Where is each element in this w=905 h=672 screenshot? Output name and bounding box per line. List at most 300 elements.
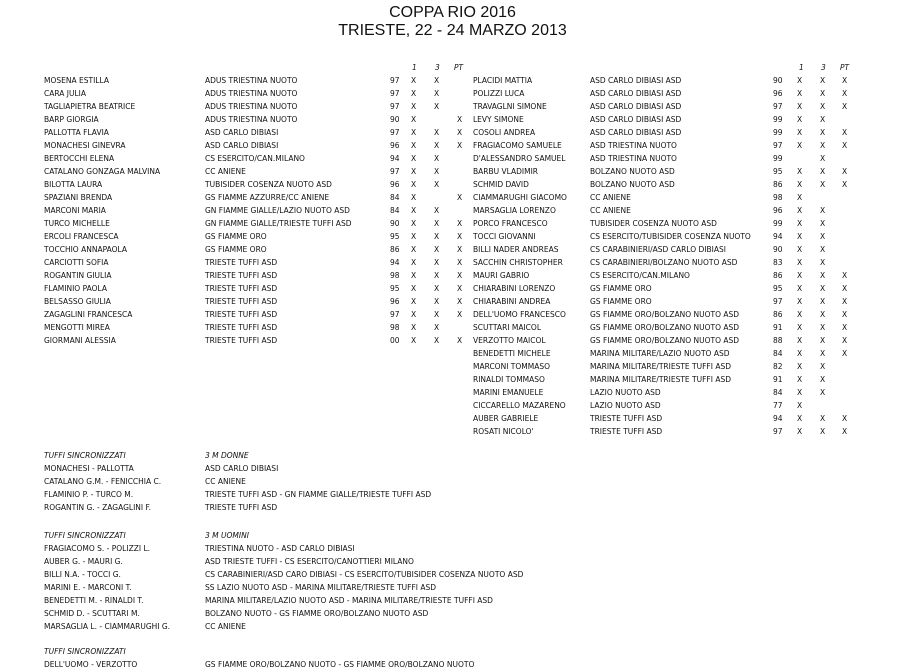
athlete-name: CIAMMARUGHI GIACOMO: [473, 193, 567, 202]
mark-3m: X: [434, 271, 440, 280]
mark-pt: X: [842, 141, 848, 150]
birth-year: 83: [773, 258, 783, 267]
athlete-name: POLIZZI LUCA: [473, 89, 525, 98]
pair-clubs: TRIESTINA NUOTO - ASD CARLO DIBIASI: [205, 544, 355, 553]
table-row: [473, 230, 893, 243]
mark-3m: X: [820, 323, 826, 332]
mark-1m: X: [797, 362, 803, 371]
col-header-1m-women: 1: [412, 63, 417, 72]
club-name: TRIESTE TUFFI ASD: [205, 284, 278, 293]
table-row: [473, 178, 893, 191]
table-row: [473, 191, 893, 204]
birth-year: 84: [390, 206, 400, 215]
table-row: [473, 412, 893, 425]
table-row: [44, 334, 484, 347]
birth-year: 99: [773, 128, 783, 137]
pair-names: FRAGIACOMO S. - POLIZZI L.: [44, 544, 151, 553]
mark-1m: X: [797, 193, 803, 202]
birth-year: 97: [773, 102, 783, 111]
club-name: TRIESTE TUFFI ASD: [205, 310, 278, 319]
club-name: TRIESTE TUFFI ASD: [590, 414, 663, 423]
mark-3m: X: [434, 336, 440, 345]
mark-1m: X: [411, 115, 417, 124]
club-name: GS FIAMME ORO: [205, 245, 267, 254]
birth-year: 90: [390, 219, 400, 228]
table-row: [473, 347, 893, 360]
birth-year: 97: [390, 76, 400, 85]
club-name: CC ANIENE: [205, 167, 246, 176]
athlete-name: AUBER GABRIELE: [473, 414, 539, 423]
birth-year: 94: [773, 414, 783, 423]
club-name: ASD CARLO DIBIASI ASD: [590, 128, 682, 137]
men-table: [473, 74, 893, 438]
list-item: [44, 581, 894, 594]
athlete-name: MAURI GABRIO: [473, 271, 530, 280]
sync-mixed-section: [44, 645, 894, 671]
table-row: [44, 165, 484, 178]
pair-names: BILLI N.A. - TOCCI G.: [44, 570, 121, 579]
table-row: [473, 373, 893, 386]
athlete-name: SCHMID DAVID: [473, 180, 529, 189]
mark-pt: X: [842, 128, 848, 137]
athlete-name: ROGANTIN GIULIA: [44, 271, 112, 280]
mark-3m: X: [434, 219, 440, 228]
birth-year: 84: [773, 388, 783, 397]
mark-1m: X: [797, 219, 803, 228]
mark-3m: X: [820, 427, 826, 436]
table-row: [473, 425, 893, 438]
birth-year: 86: [773, 180, 783, 189]
section-header: [44, 449, 894, 462]
mark-3m: X: [820, 284, 826, 293]
mark-pt: X: [457, 232, 463, 241]
mark-3m: X: [820, 102, 826, 111]
club-name: LAZIO NUOTO ASD: [590, 401, 661, 410]
section-heading: TUFFI SINCRONIZZATI: [44, 531, 126, 540]
mark-3m: X: [434, 141, 440, 150]
mark-1m: X: [411, 258, 417, 267]
club-name: ASD CARLO DIBIASI: [205, 141, 279, 150]
mark-1m: X: [411, 271, 417, 280]
mark-3m: X: [820, 336, 826, 345]
club-name: CS CARABINIERI/ASD CARLO DIBIASI: [590, 245, 726, 254]
birth-year: 98: [773, 193, 783, 202]
club-name: ADUS TRIESTINA NUOTO: [205, 115, 298, 124]
table-row: [473, 360, 893, 373]
list-item: [44, 555, 894, 568]
club-name: TRIESTE TUFFI ASD: [205, 297, 278, 306]
club-name: ASD CARLO DIBIASI ASD: [590, 115, 682, 124]
birth-year: 91: [773, 323, 783, 332]
mark-1m: X: [411, 336, 417, 345]
mark-1m: X: [797, 271, 803, 280]
col-header-3m-women: 3: [435, 63, 440, 72]
athlete-name: BARP GIORGIA: [44, 115, 99, 124]
pair-clubs: MARINA MILITARE/LAZIO NUOTO ASD - MARINA MILITARE/TRIESTE TUFFI ASD: [205, 596, 493, 605]
mark-pt: X: [457, 219, 463, 228]
athlete-name: BARBU VLADIMIR: [473, 167, 538, 176]
mark-3m: X: [820, 154, 826, 163]
document-subtitle: TRIESTE, 22 - 24 MARZO 2013: [338, 22, 567, 39]
athlete-name: TRAVAGLNI SIMONE: [473, 102, 547, 111]
club-name: CS CARABINIERI/BOLZANO NUOTO ASD: [590, 258, 738, 267]
athlete-name: CARA JULIA: [44, 89, 87, 98]
birth-year: 90: [773, 245, 783, 254]
mark-1m: X: [411, 193, 417, 202]
mark-1m: X: [411, 284, 417, 293]
table-row: [473, 243, 893, 256]
club-name: TRIESTE TUFFI ASD: [205, 323, 278, 332]
table-row: [473, 126, 893, 139]
table-row: [473, 295, 893, 308]
club-name: CS ESERCITO/CAN.MILANO: [590, 271, 690, 280]
mark-1m: X: [411, 219, 417, 228]
women-table: [44, 74, 484, 347]
table-row: [473, 256, 893, 269]
birth-year: 77: [773, 401, 783, 410]
table-row: [473, 152, 893, 165]
section-heading: TUFFI SINCRONIZZATI: [44, 451, 126, 460]
club-name: ASD CARLO DIBIASI: [205, 128, 279, 137]
pair-names: DELL'UOMO - VERZOTTO: [44, 660, 138, 669]
birth-year: 96: [390, 141, 400, 150]
birth-year: 95: [390, 284, 400, 293]
club-name: TUBISIDER COSENZA NUOTO ASD: [590, 219, 717, 228]
mark-pt: X: [457, 336, 463, 345]
mark-3m: X: [820, 167, 826, 176]
mark-pt: X: [842, 336, 848, 345]
mark-3m: X: [820, 245, 826, 254]
mark-pt: X: [842, 167, 848, 176]
birth-year: 96: [390, 180, 400, 189]
table-row: [44, 87, 484, 100]
mark-pt: X: [842, 102, 848, 111]
mark-3m: X: [434, 245, 440, 254]
table-row: [473, 321, 893, 334]
mark-3m: X: [820, 414, 826, 423]
club-name: CC ANIENE: [590, 206, 631, 215]
mark-1m: X: [797, 427, 803, 436]
mark-3m: X: [820, 89, 826, 98]
section-header: [44, 645, 894, 658]
pair-clubs: ASD TRIESTE TUFFI - CS ESERCITO/CANOTTIERI MILANO: [205, 557, 414, 566]
athlete-name: FLAMINIO PAOLA: [44, 284, 108, 293]
mark-1m: X: [797, 323, 803, 332]
club-name: TRIESTE TUFFI ASD: [205, 258, 278, 267]
table-row: [473, 113, 893, 126]
mark-3m: X: [434, 76, 440, 85]
mark-3m: X: [434, 297, 440, 306]
mark-1m: X: [797, 115, 803, 124]
athlete-name: DELL'UOMO FRANCESCO: [473, 310, 566, 319]
pair-names: MARINI E. - MARCONI T.: [44, 583, 132, 592]
mark-1m: X: [797, 245, 803, 254]
mark-1m: X: [797, 388, 803, 397]
birth-year: 95: [773, 167, 783, 176]
club-name: MARINA MILITARE/TRIESTE TUFFI ASD: [590, 362, 731, 371]
pair-clubs: TRIESTE TUFFI ASD - GN FIAMME GIALLE/TRIESTE TUFFI ASD: [205, 490, 432, 499]
sync-women-section: [44, 449, 894, 514]
table-row: [473, 100, 893, 113]
mark-1m: X: [797, 375, 803, 384]
table-row: [473, 282, 893, 295]
club-name: GS FIAMME ORO: [590, 297, 652, 306]
mark-3m: X: [820, 115, 826, 124]
pair-clubs: GS FIAMME ORO/BOLZANO NUOTO - GS FIAMME ORO/BOLZANO NUOTO: [205, 660, 475, 669]
mark-3m: X: [820, 206, 826, 215]
mark-pt: X: [842, 180, 848, 189]
athlete-name: CHIARABINI ANDREA: [473, 297, 551, 306]
athlete-name: PALLOTTA FLAVIA: [44, 128, 109, 137]
table-row: [473, 308, 893, 321]
table-row: [44, 204, 484, 217]
mark-3m: X: [434, 154, 440, 163]
table-row: [473, 74, 893, 87]
mark-1m: X: [797, 206, 803, 215]
col-header-pt-men: PT: [840, 63, 850, 72]
mark-pt: X: [842, 284, 848, 293]
pair-names: MARSAGLIA L. - CIAMMARUGHI G.: [44, 622, 171, 631]
col-header-pt-women: PT: [454, 63, 464, 72]
mark-1m: X: [411, 206, 417, 215]
athlete-name: ERCOLI FRANCESCA: [44, 232, 119, 241]
pair-names: SCHMID D. - SCUTTARI M.: [44, 609, 140, 618]
mark-1m: X: [411, 102, 417, 111]
club-name: TRIESTE TUFFI ASD: [205, 271, 278, 280]
mark-1m: X: [411, 245, 417, 254]
mark-1m: X: [411, 310, 417, 319]
pair-clubs: TRIESTE TUFFI ASD: [205, 503, 278, 512]
mark-1m: X: [797, 102, 803, 111]
mark-pt: X: [457, 258, 463, 267]
mark-3m: X: [434, 180, 440, 189]
birth-year: 84: [390, 193, 400, 202]
pair-clubs: BOLZANO NUOTO - GS FIAMME ORO/BOLZANO NUOTO ASD: [205, 609, 429, 618]
mark-3m: X: [434, 167, 440, 176]
birth-year: 99: [773, 154, 783, 163]
birth-year: 97: [773, 141, 783, 150]
mark-pt: X: [457, 193, 463, 202]
club-name: ADUS TRIESTINA NUOTO: [205, 89, 298, 98]
athlete-name: TOCCHIO ANNAPAOLA: [44, 245, 128, 254]
mark-pt: X: [457, 310, 463, 319]
mark-3m: X: [434, 89, 440, 98]
mark-3m: X: [820, 128, 826, 137]
list-item: [44, 620, 894, 633]
birth-year: 97: [390, 128, 400, 137]
club-name: TRIESTE TUFFI ASD: [590, 427, 663, 436]
mark-1m: X: [797, 167, 803, 176]
mark-3m: X: [434, 310, 440, 319]
mark-pt: X: [457, 141, 463, 150]
birth-year: 97: [773, 297, 783, 306]
club-name: CC ANIENE: [590, 193, 631, 202]
mark-3m: X: [820, 141, 826, 150]
mark-1m: X: [411, 89, 417, 98]
mark-3m: X: [434, 323, 440, 332]
pair-names: BENEDETTI M. - RINALDI T.: [44, 596, 144, 605]
birth-year: 96: [773, 206, 783, 215]
athlete-name: RINALDI TOMMASO: [473, 375, 545, 384]
table-row: [44, 100, 484, 113]
club-name: GS FIAMME AZZURRE/CC ANIENE: [205, 193, 330, 202]
table-row: [473, 165, 893, 178]
mark-1m: X: [411, 154, 417, 163]
list-item: [44, 594, 894, 607]
mark-pt: X: [842, 297, 848, 306]
mark-1m: X: [797, 414, 803, 423]
athlete-name: MENGOTTI MIREA: [44, 323, 110, 332]
table-row: [44, 269, 484, 282]
mark-1m: X: [797, 401, 803, 410]
athlete-name: D'ALESSANDRO SAMUEL: [473, 154, 566, 163]
mark-3m: X: [820, 375, 826, 384]
athlete-name: TURCO MICHELLE: [44, 219, 110, 228]
mark-3m: X: [434, 284, 440, 293]
birth-year: 90: [773, 76, 783, 85]
birth-year: 97: [390, 167, 400, 176]
birth-year: 94: [773, 232, 783, 241]
pair-names: AUBER G. - MAURI G.: [44, 557, 123, 566]
athlete-name: CHIARABINI LORENZO: [473, 284, 556, 293]
pair-names: FLAMINIO P. - TURCO M.: [44, 490, 134, 499]
club-name: ADUS TRIESTINA NUOTO: [205, 76, 298, 85]
mark-3m: X: [434, 206, 440, 215]
mark-pt: X: [842, 310, 848, 319]
birth-year: 00: [390, 336, 400, 345]
table-row: [473, 139, 893, 152]
table-row: [44, 113, 484, 126]
list-item: [44, 607, 894, 620]
table-row: [44, 308, 484, 321]
birth-year: 99: [773, 219, 783, 228]
club-name: LAZIO NUOTO ASD: [590, 388, 661, 397]
athlete-name: CATALANO GONZAGA MALVINA: [44, 167, 161, 176]
club-name: ASD CARLO DIBIASI ASD: [590, 76, 682, 85]
table-row: [44, 243, 484, 256]
birth-year: 98: [390, 271, 400, 280]
pair-names: MONACHESI - PALLOTTA: [44, 464, 134, 473]
table-row: [44, 230, 484, 243]
mark-pt: X: [457, 115, 463, 124]
table-row: [44, 191, 484, 204]
athlete-name: TOCCI GIOVANNI: [473, 232, 536, 241]
mark-pt: X: [457, 284, 463, 293]
table-row: [473, 334, 893, 347]
club-name: ASD CARLO DIBIASI ASD: [590, 89, 682, 98]
table-row: [473, 386, 893, 399]
mark-1m: X: [411, 323, 417, 332]
club-name: GN FIAMME GIALLE/TRIESTE TUFFI ASD: [205, 219, 352, 228]
mark-1m: X: [797, 297, 803, 306]
birth-year: 94: [390, 154, 400, 163]
club-name: MARINA MILITARE/TRIESTE TUFFI ASD: [590, 375, 731, 384]
birth-year: 96: [773, 89, 783, 98]
table-row: [44, 295, 484, 308]
table-row: [44, 152, 484, 165]
birth-year: 95: [390, 232, 400, 241]
mark-1m: X: [797, 128, 803, 137]
birth-year: 97: [390, 89, 400, 98]
athlete-name: BERTOCCHI ELENA: [44, 154, 115, 163]
list-item: [44, 475, 894, 488]
mark-3m: X: [434, 128, 440, 137]
athlete-name: MARCONI TOMMASO: [473, 362, 551, 371]
mark-1m: X: [411, 167, 417, 176]
mark-3m: X: [820, 219, 826, 228]
sync-men-section: [44, 529, 894, 633]
mark-1m: X: [797, 310, 803, 319]
club-name: ADUS TRIESTINA NUOTO: [205, 102, 298, 111]
pair-clubs: CC ANIENE: [205, 622, 246, 631]
athlete-name: SPAZIANI BRENDA: [44, 193, 113, 202]
birth-year: 88: [773, 336, 783, 345]
mark-pt: X: [842, 427, 848, 436]
mark-3m: X: [820, 258, 826, 267]
birth-year: 95: [773, 284, 783, 293]
athlete-name: LEVY SIMONE: [473, 115, 524, 124]
table-row: [44, 256, 484, 269]
mark-pt: X: [457, 271, 463, 280]
club-name: GN FIAMME GIALLE/LAZIO NUOTO ASD: [205, 206, 350, 215]
athlete-name: MOSENA ESTILLA: [44, 76, 109, 85]
list-item: [44, 501, 894, 514]
table-row: [473, 204, 893, 217]
club-name: GS FIAMME ORO: [590, 284, 652, 293]
mark-1m: X: [797, 284, 803, 293]
mark-3m: X: [820, 310, 826, 319]
list-item: [44, 658, 894, 671]
mark-3m: X: [434, 102, 440, 111]
mark-1m: X: [797, 180, 803, 189]
mark-1m: X: [411, 180, 417, 189]
club-name: TRIESTE TUFFI ASD: [205, 336, 278, 345]
table-row: [473, 399, 893, 412]
club-name: ASD TRIESTINA NUOTO: [590, 154, 677, 163]
mark-3m: X: [434, 232, 440, 241]
birth-year: 84: [773, 349, 783, 358]
athlete-name: ROSATI NICOLO': [473, 427, 534, 436]
pair-clubs: CS CARABINIERI/ASD CARO DIBIASI - CS ESERCITO/TUBISIDER COSENZA NUOTO ASD: [205, 570, 524, 579]
club-name: CS ESERCITO/CAN.MILANO: [205, 154, 305, 163]
athlete-name: MARSAGLIA LORENZO: [473, 206, 556, 215]
mark-pt: X: [842, 271, 848, 280]
athlete-name: COSOLI ANDREA: [473, 128, 536, 137]
col-header-3m-men: 3: [821, 63, 826, 72]
mark-1m: X: [411, 141, 417, 150]
birth-year: 86: [390, 245, 400, 254]
table-row: [44, 126, 484, 139]
athlete-name: MARCONI MARIA: [44, 206, 106, 215]
table-row: [473, 269, 893, 282]
mark-3m: X: [820, 297, 826, 306]
birth-year: 94: [390, 258, 400, 267]
club-name: TUBISIDER COSENZA NUOTO ASD: [205, 180, 332, 189]
mark-3m: X: [434, 258, 440, 267]
mark-3m: X: [820, 388, 826, 397]
mark-3m: X: [820, 76, 826, 85]
mark-3m: X: [820, 349, 826, 358]
table-row: [473, 87, 893, 100]
event-name: 3 M UOMINI: [205, 531, 249, 540]
mark-1m: X: [797, 258, 803, 267]
mark-1m: X: [797, 89, 803, 98]
birth-year: 86: [773, 271, 783, 280]
pair-names: CATALANO G.M. - FENICCHIA C.: [44, 477, 162, 486]
table-row: [44, 321, 484, 334]
pair-clubs: CC ANIENE: [205, 477, 246, 486]
mark-1m: X: [797, 336, 803, 345]
